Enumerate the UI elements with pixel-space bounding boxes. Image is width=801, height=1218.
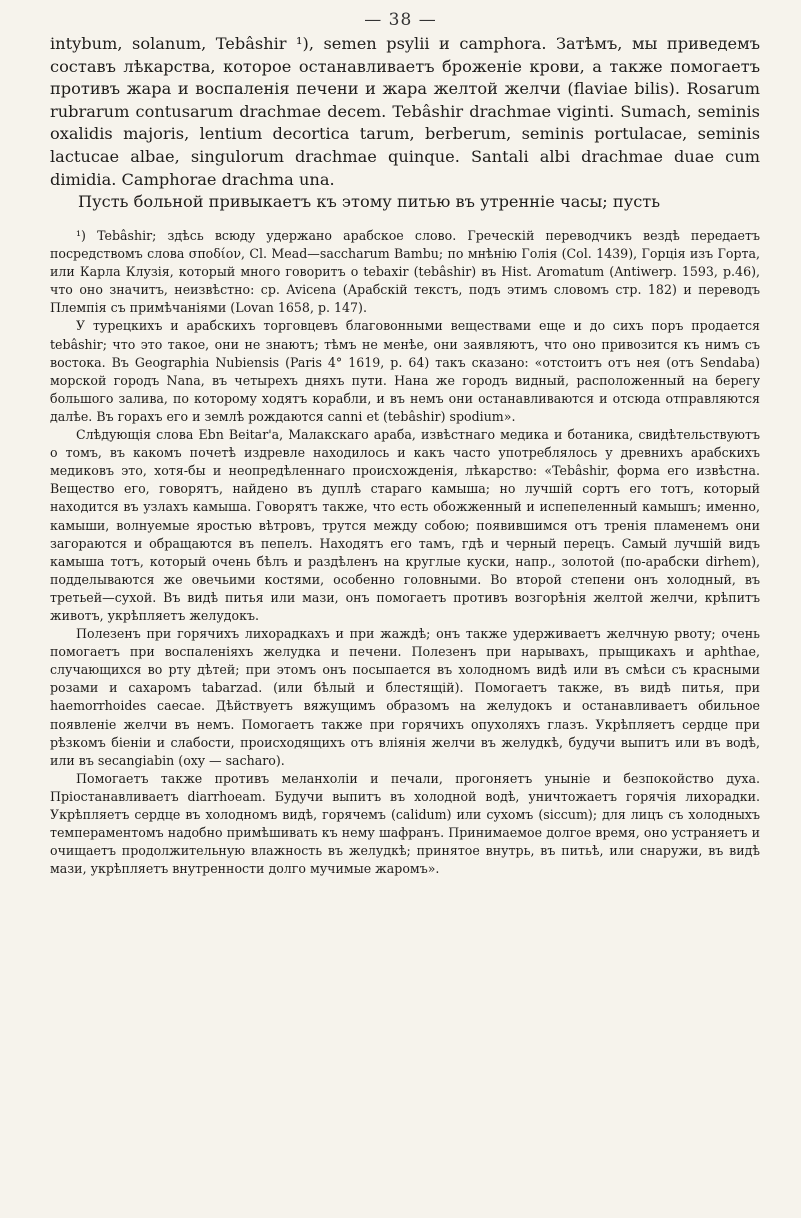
main-paragraph: Пусть больной привыкаетъ къ этому питью въ утренніе часы; пусть [78,192,661,212]
footnotes [50,227,760,878]
footnote-paragraph: Полезенъ при горячихъ лихорадкахъ и при жаждѣ; онъ также удерживаетъ желчную рвоту; очень помогаетъ при воспаленіяхъ желудка и печени. Полезенъ при нарывахъ, прыщикахъ и aphthae, случающихся во рту дѣтей; при этомъ онъ посыпается въ холодномъ видѣ или въ смѣси съ красными розами и сахаромъ tabarzad. (или бѣлый и блестящій). Помогаетъ также, въ видѣ питья, при haemorrhoides caecae. Дѣйствуетъ вяжущимъ образомъ на желудокъ и останавливаетъ обильное появленіе желчи въ немъ. Помогаетъ также при горячихъ опухоляхъ глазъ. Укрѣпляетъ сердце при рѣзкомъ біеніи и слабости, происходящихъ отъ вліянія желчи въ желудкѣ, будучи выпитъ или въ водѣ, или въ secangiabin (oxy — sacharo). [50,626,760,768]
footnote-paragraph: Помогаетъ также противъ меланхоліи и печали, прогоняетъ уныніе и безпокойство духа. Пріостанавливаетъ diarrhoeam. Будучи выпитъ въ холодной водѣ, уничтожаетъ горячія лихорадки. Укрѣпляетъ сердце въ холодномъ видѣ, горячемъ (calidum) или сухомъ (siccum); для лицъ съ холодныхъ темпераментомъ надобно примѣшивать къ нему шафранъ. Принимаемое долгое время, оно устраняетъ и очищаетъ продолжительную влажность въ желудкѣ; принятое внутрь, въ питьѣ, или снаружи, въ видѣ мази, укрѣпляетъ внутренности долго мучимые жаромъ». [50,770,760,877]
page-number: — 38 — [364,10,437,30]
footnote-paragraph: Слѣдующія слова Ebn Beitar'a, Малакскаго араба, извѣстнаго медика и ботаника, свидѣтельствуютъ о томъ, въ какомъ почетѣ издревле находилось и какъ часто употреблялось у древнихъ арабскихъ медиковъ это, хотя-бы и неопредѣленнаго происхожденія, лѣкарство: «Tebâshir, форма его извѣстна. Вещество его, говорятъ, найдено въ дуплѣ стараго камыша; но лучшій сортъ его тотъ, который находится въ узлахъ камыша. Говорятъ также, что есть обожженный и испепеленный камышъ; именно, камыши, волнуемые яростью вѣтровъ, трутся между собою; появившимся отъ тренія пламенемъ они загораются и обращаются въ пепелъ. Находятъ его тамъ, гдѣ и черный перецъ. Самый лучшій видъ камыша тотъ, который очень бѣлъ и раздѣленъ на круглые куски, напр., золотой (по-арабски dirhem), подделываются же овечьими костями, особенно головными. Во второй степени онъ холодный, въ третьей—сухой. Въ видѣ питья или мази, онъ помогаетъ противъ возгорѣнія желтой желчи, крѣпитъ животъ, укрѣпляетъ желудокъ. [50,427,760,623]
main-text [50,33,760,214]
main-paragraph: intybum, solanum, Tebâshir ¹), semen psylii и camphora. Затѣмъ, мы приведемъ составъ лѣкарства, которое останавливаетъ броженіе крови, а также помогаетъ противъ жара и воспаленія печени и жара желтой желчи (flaviae bilis). Rosarum rubrarum contusarum drachmae decem. Tebâshir drachmae viginti. Sumach, seminis oxalidis majoris, lentium decortica tarum, berberum, seminis portulacae, seminis lactucae albae, singulorum drachmae quinque. Santali albi drachmae duae cum dimidia. Camphorae drachma una. [50,34,760,189]
footnote-paragraph: ¹) Tebâshir; здѣсь всюду удержано арабское слово. Греческій переводчикъ вездѣ передаетъ посредствомъ слова σποδίον, Cl. Mead—saccharum Bambu; по мнѣнію Голія (Col. 1439), Горція изъ Горта, или Карла Клузія, который много говоритъ о tebaxir (tebâshir) въ Hist. Aromatum (Antiwerp. 1593, p.46), что оно значитъ, неизвѣстно: ср. Avicena (Арабскій текстъ, подъ этимъ словомъ стр. 182) и переводъ Племпія съ примѣчаніями (Lovan 1658, p. 147). [50,228,760,316]
footnote-paragraph: У турецкихъ и арабскихъ торговцевъ благовонными веществами еще и до сихъ поръ продается tebâshir; что это такое, они не знаютъ; тѣмъ не менѣе, они заявляютъ, что оно привозится къ нимъ съ востока. Въ Geographia Nubiensis (Paris 4° 1619, p. 64) такъ сказано: «отстоитъ отъ нея (отъ Sendaba) морской городъ Nana, въ четырехъ дняхъ пути. Нана же городъ видный, расположенный на берегу большого залива, по которому ходятъ корабли, и въ немъ они останавливаются и отсюда отправляются далѣе. Въ горахъ его и землѣ рождаются canni et (tebâshir) spodium». [50,318,760,424]
